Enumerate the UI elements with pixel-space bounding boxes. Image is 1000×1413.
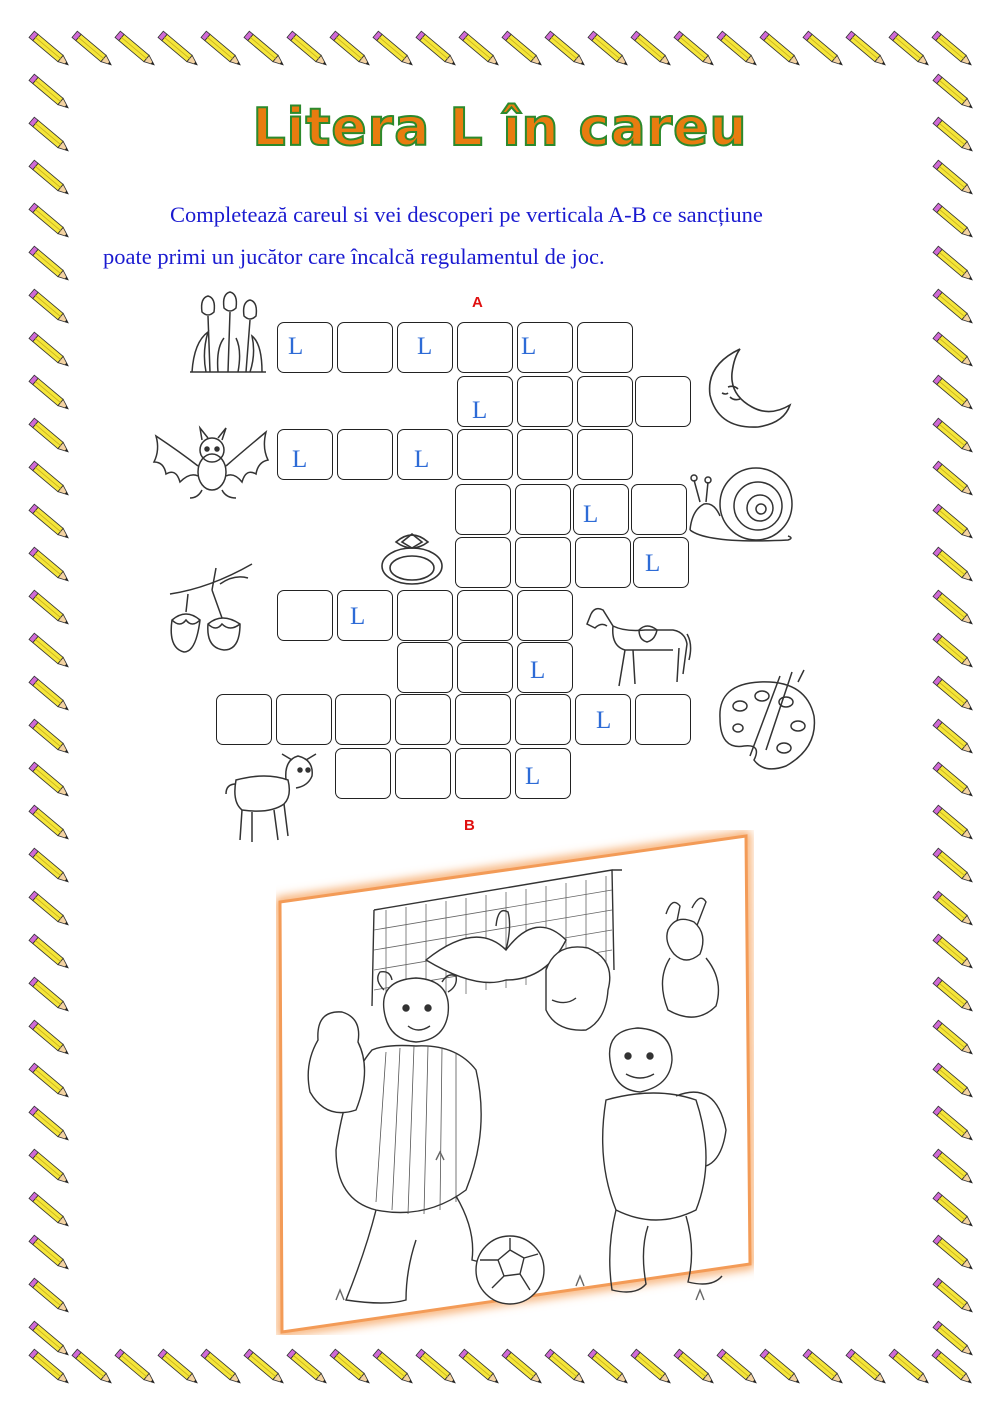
grid-cell[interactable] <box>397 590 453 641</box>
grid-cell[interactable] <box>397 322 453 373</box>
pencil-decoration <box>545 31 587 68</box>
instruction-line-1: Completează careul si vei descoperi pe verticala A-B ce sancțiune <box>170 202 763 227</box>
grid-cell[interactable] <box>517 642 573 693</box>
grid-cell[interactable] <box>515 694 571 745</box>
grid-cell[interactable] <box>517 590 573 641</box>
horse-icon <box>585 604 695 690</box>
pencil-decoration <box>932 31 974 68</box>
pencil-decoration <box>933 160 975 197</box>
pencil-decoration <box>933 203 975 240</box>
grid-cell[interactable] <box>515 537 571 588</box>
pencil-decoration <box>631 31 673 68</box>
pencil-decoration <box>933 547 975 584</box>
pencil-decoration <box>115 31 157 68</box>
pencil-decoration <box>330 1349 372 1386</box>
grid-cell[interactable] <box>216 694 272 745</box>
pencil-decoration <box>29 891 71 928</box>
grid-cell[interactable] <box>335 694 391 745</box>
given-letter: L <box>417 333 433 360</box>
pencil-decoration <box>29 1235 71 1272</box>
pencil-decoration <box>29 848 71 885</box>
pencil-decoration <box>933 504 975 541</box>
pencil-decoration <box>933 375 975 412</box>
pencil-decoration <box>287 31 329 68</box>
pencil-decoration <box>29 504 71 541</box>
given-letter: L <box>350 603 366 630</box>
tulips-icon <box>188 292 268 374</box>
pencil-decoration <box>29 547 71 584</box>
pencil-decoration <box>717 31 759 68</box>
given-letter: L <box>583 501 599 528</box>
given-letter: L <box>521 333 537 360</box>
pencil-decoration <box>933 590 975 627</box>
pencil-decoration <box>933 1192 975 1229</box>
grid-cell[interactable] <box>517 376 573 427</box>
pencil-decoration <box>933 1278 975 1315</box>
pencil-decoration <box>29 289 71 326</box>
grid-cell[interactable] <box>395 748 451 799</box>
pencil-decoration <box>502 31 544 68</box>
given-letter: L <box>472 397 488 424</box>
pencil-decoration <box>29 160 71 197</box>
pencil-decoration <box>416 1349 458 1386</box>
grid-cell[interactable] <box>517 429 573 480</box>
pencil-decoration <box>201 31 243 68</box>
pencil-decoration <box>244 1349 286 1386</box>
pencil-decoration <box>201 1349 243 1386</box>
pencil-decoration <box>459 31 501 68</box>
bat-icon <box>150 422 272 506</box>
grid-cell[interactable] <box>575 537 631 588</box>
grid-cell[interactable] <box>457 429 513 480</box>
pencil-decoration <box>29 332 71 369</box>
grid-cell[interactable] <box>577 322 633 373</box>
pencil-decoration <box>588 1349 630 1386</box>
page-title: Litera L în careu <box>252 98 748 158</box>
instruction-line-2: poate primi un jucător care încalcă regulamentul de joc. <box>103 244 605 269</box>
pencil-decoration <box>29 719 71 756</box>
grid-cell[interactable] <box>577 429 633 480</box>
grid-cell[interactable] <box>633 537 689 588</box>
pencil-decoration <box>29 1106 71 1143</box>
pencil-decoration <box>29 1349 71 1386</box>
pencil-decoration <box>631 1349 673 1386</box>
pencil-decoration <box>29 934 71 971</box>
pencil-decoration <box>29 762 71 799</box>
pencil-decoration <box>29 1192 71 1229</box>
grid-cell[interactable] <box>575 694 631 745</box>
pencil-decoration <box>933 461 975 498</box>
grid-cell[interactable] <box>515 748 571 799</box>
pencil-decoration <box>29 31 71 68</box>
pencil-decoration <box>373 1349 415 1386</box>
pencil-decoration <box>933 289 975 326</box>
pencil-decoration <box>459 1349 501 1386</box>
pencil-decoration <box>933 332 975 369</box>
grid-cell[interactable] <box>397 429 453 480</box>
pencil-decoration <box>933 719 975 756</box>
moon-icon <box>700 345 792 431</box>
grid-cell[interactable] <box>457 322 513 373</box>
given-letter: L <box>414 446 430 473</box>
pencil-decoration <box>244 31 286 68</box>
grid-cell[interactable] <box>335 748 391 799</box>
pencil-decoration <box>846 1349 888 1386</box>
pencil-decoration <box>932 1349 974 1386</box>
given-letter: L <box>288 333 304 360</box>
pencil-decoration <box>933 1106 975 1143</box>
pencil-decoration <box>29 246 71 283</box>
pencil-decoration <box>72 31 114 68</box>
ring-icon <box>378 530 448 588</box>
pencil-decoration <box>933 418 975 455</box>
grid-cell[interactable] <box>277 322 333 373</box>
pencil-decoration <box>29 1278 71 1315</box>
pencil-decoration <box>29 375 71 412</box>
pencil-decoration <box>158 31 200 68</box>
pencil-decoration <box>29 805 71 842</box>
grid-cell[interactable] <box>277 429 333 480</box>
pencil-decoration <box>29 1149 71 1186</box>
pencil-decoration <box>502 1349 544 1386</box>
pencil-decoration <box>29 418 71 455</box>
grid-cell[interactable] <box>277 590 333 641</box>
pencil-decoration <box>158 1349 200 1386</box>
grid-cell[interactable] <box>457 590 513 641</box>
pencil-decoration <box>29 461 71 498</box>
grid-cell[interactable] <box>455 484 511 535</box>
pencil-decoration <box>29 676 71 713</box>
grid-cell[interactable] <box>635 694 691 745</box>
grid-cell[interactable] <box>457 642 513 693</box>
hazelnut-icon <box>160 560 260 655</box>
given-letter: L <box>530 657 546 684</box>
pencil-decoration <box>933 891 975 928</box>
pencil-decoration <box>933 676 975 713</box>
given-letter: L <box>596 707 612 734</box>
pencil-decoration <box>933 633 975 670</box>
palette-icon <box>710 668 820 774</box>
snail-icon <box>688 460 798 546</box>
grid-cell[interactable] <box>455 748 511 799</box>
pencil-decoration <box>803 31 845 68</box>
pencil-decoration <box>717 1349 759 1386</box>
pencil-decoration <box>760 31 802 68</box>
pencil-decoration <box>29 977 71 1014</box>
grid-cell[interactable] <box>517 322 573 373</box>
pencil-decoration <box>889 31 931 68</box>
pencil-decoration <box>72 1349 114 1386</box>
given-letter: L <box>292 446 308 473</box>
pencil-decoration <box>674 31 716 68</box>
pencil-decoration <box>29 590 71 627</box>
pencil-decoration <box>588 31 630 68</box>
pencil-decoration <box>29 203 71 240</box>
grid-cell[interactable] <box>337 590 393 641</box>
marker-b: B <box>464 817 475 834</box>
pencil-decoration <box>29 1020 71 1057</box>
pencil-decoration <box>933 762 975 799</box>
pencil-decoration <box>330 31 372 68</box>
pencil-decoration <box>933 1020 975 1057</box>
pencil-decoration <box>933 246 975 283</box>
grid-cell[interactable] <box>337 322 393 373</box>
pencil-decoration <box>933 977 975 1014</box>
grid-cell[interactable] <box>577 376 633 427</box>
pencil-decoration <box>373 31 415 68</box>
pencil-decoration <box>889 1349 931 1386</box>
pencil-decoration <box>933 934 975 971</box>
grid-cell[interactable] <box>395 694 451 745</box>
pencil-decoration <box>29 1063 71 1100</box>
given-letter: L <box>525 763 541 790</box>
pencil-decoration <box>933 1149 975 1186</box>
grid-cell[interactable] <box>573 484 629 535</box>
grid-cell[interactable] <box>455 537 511 588</box>
grid-cell[interactable] <box>455 694 511 745</box>
pencil-decoration <box>933 1063 975 1100</box>
pencil-decoration <box>416 31 458 68</box>
grid-cell[interactable] <box>276 694 332 745</box>
pencil-decoration <box>115 1349 157 1386</box>
grid-cell[interactable] <box>397 642 453 693</box>
given-letter: L <box>645 550 661 577</box>
pencil-decoration <box>674 1349 716 1386</box>
pencil-decoration <box>29 633 71 670</box>
grid-cell[interactable] <box>631 484 687 535</box>
pencil-decoration <box>933 805 975 842</box>
pencil-decoration <box>545 1349 587 1386</box>
pencil-decoration <box>287 1349 329 1386</box>
marker-a: A <box>472 294 483 311</box>
soccer-animals-illustration <box>276 830 754 1335</box>
grid-cell[interactable] <box>635 376 691 427</box>
grid-cell[interactable] <box>457 376 513 427</box>
pencil-decoration <box>803 1349 845 1386</box>
grid-cell[interactable] <box>337 429 393 480</box>
grid-cell[interactable] <box>515 484 571 535</box>
pencil-decoration <box>846 31 888 68</box>
pencil-decoration <box>933 1235 975 1272</box>
pencil-decoration <box>760 1349 802 1386</box>
pencil-decoration <box>933 848 975 885</box>
